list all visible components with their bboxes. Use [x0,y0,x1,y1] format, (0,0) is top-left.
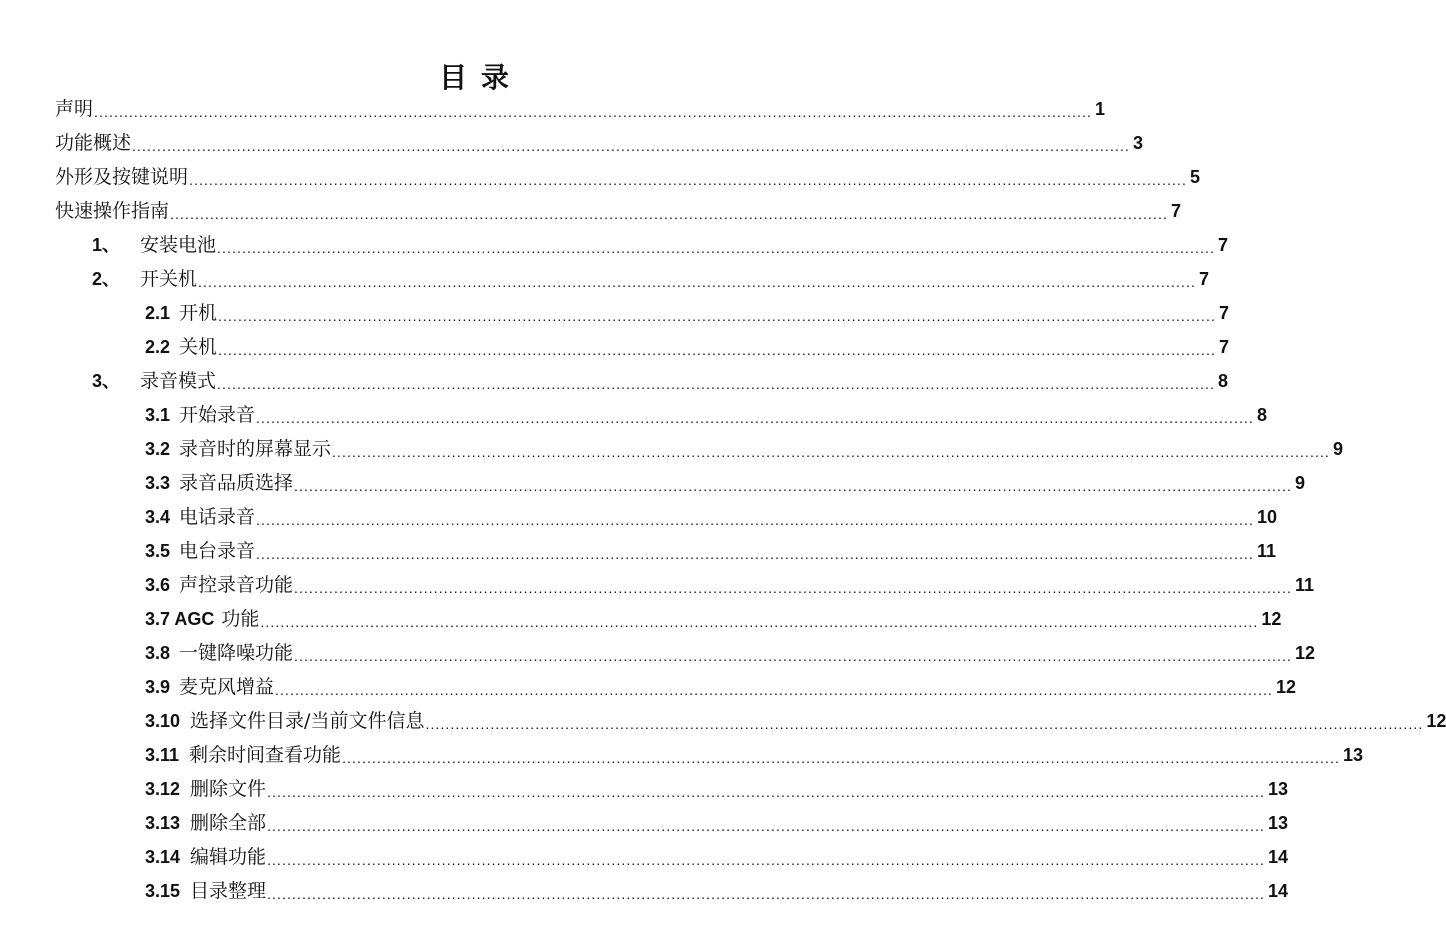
entry-number: 3.3 [145,473,171,493]
dot-leader: ........................................................................................................................................................................................................ [217,376,1215,392]
page-number: 14 [1268,847,1289,867]
toc-entry[interactable] [145,468,1305,499]
page-number: 1 [1094,99,1105,119]
entry-number: 3.7 AGC [145,609,215,629]
dot-leader: ........................................................................................................................................................................................................ [267,818,1265,834]
entry-title: 录音模式 [140,370,217,392]
entry-title: 选择文件目录/当前文件信息 [190,710,425,732]
entry-title: 电台录音 [179,540,256,562]
entry-title: 开机 [179,302,218,324]
entry-title: 麦克风增益 [179,676,275,698]
toc-entry[interactable] [145,298,1229,329]
page-number: 8 [1217,371,1228,391]
entry-number: 3.13 [145,813,181,833]
entry-number: 3.14 [145,847,181,867]
toc-entry[interactable] [145,706,1446,737]
entry-number: 3.6 [145,575,171,595]
dot-leader: ........................................................................................................................................................................................................ [342,750,1340,766]
dot-leader: ........................................................................................................................................................................................................ [267,886,1265,902]
dot-leader: ........................................................................................................................................................................................................ [132,138,1130,154]
dot-leader: ........................................................................................................................................................................................................ [218,308,1216,324]
dot-leader: ........................................................................................................................................................................................................ [294,580,1292,596]
entry-number: 3.11 [145,745,180,765]
dot-leader: ........................................................................................................................................................................................................ [217,240,1215,256]
page-number: 8 [1256,405,1267,425]
entry-number: 1、 [92,235,121,255]
page-number: 12 [1426,711,1446,731]
entry-number: 3.10 [145,711,181,731]
toc-entry[interactable] [145,740,1364,771]
entry-title: 目录整理 [190,880,267,902]
page-number: 11 [1294,575,1315,595]
entry-number: 3.8 [145,643,171,663]
entry-title: 删除全部 [190,812,267,834]
toc-entry[interactable] [55,128,1143,159]
toc-entry[interactable] [55,94,1105,125]
page-number: 13 [1268,779,1289,799]
dot-leader: ........................................................................................................................................................................................................ [425,716,1424,732]
entry-number: 3.15 [145,881,181,901]
page-number: 12 [1294,643,1316,663]
dot-leader: ........................................................................................................................................................................................................ [260,614,1259,630]
page-number: 7 [1218,303,1229,323]
toc-entry[interactable] [145,570,1315,601]
dot-leader: ........................................................................................................................................................................................................ [256,546,1254,562]
entry-number: 3.9 [145,677,171,697]
toc-entry[interactable] [92,264,1209,295]
dot-leader: ........................................................................................................................................................................................................ [218,342,1216,358]
entry-title: 快速操作指南 [55,200,170,222]
page-number: 14 [1268,881,1289,901]
page-title: 目 录 [439,61,511,94]
page-number: 11 [1256,541,1277,561]
dot-leader: ........................................................................................................................................................................................................ [256,410,1254,426]
dot-leader: ........................................................................................................................................................................................................ [294,478,1292,494]
dot-leader: ........................................................................................................................................................................................................ [189,172,1187,188]
dot-leader: ........................................................................................................................................................................................................ [267,784,1265,800]
entry-title: 录音时的屏幕显示 [179,438,332,460]
toc-entry[interactable] [92,230,1228,261]
entry-title: 一键降噪功能 [179,642,294,664]
toc-entry[interactable] [145,774,1289,805]
dot-leader: ........................................................................................................................................................................................................ [275,682,1273,698]
dot-leader: ........................................................................................................................................................................................................ [94,104,1092,120]
toc-entry[interactable] [145,604,1282,635]
entry-title: 功能概述 [55,132,132,154]
toc-entry[interactable] [92,366,1228,397]
page-number: 12 [1261,609,1282,629]
entry-number: 3.4 [145,507,171,527]
entry-title: 剩余时间查看功能 [189,744,342,766]
dot-leader: ........................................................................................................................................................................................................ [198,274,1196,290]
entry-title: 开始录音 [179,404,256,426]
entry-title: 安装电池 [140,234,217,256]
toc-entry[interactable] [145,400,1267,431]
entry-title: 声明 [55,98,94,120]
toc-entry[interactable] [55,162,1200,193]
page-number: 7 [1218,337,1229,357]
page-number: 13 [1268,813,1289,833]
page-number: 12 [1275,677,1297,697]
dot-leader: ........................................................................................................................................................................................................ [267,852,1265,868]
toc-entry[interactable] [145,434,1343,465]
toc-entry[interactable] [145,672,1297,703]
page-number: 7 [1170,201,1181,221]
dot-leader: ........................................................................................................................................................................................................ [256,512,1254,528]
dot-leader: ........................................................................................................................................................................................................ [332,444,1330,460]
page-number: 7 [1217,235,1228,255]
toc-entry[interactable] [55,196,1181,227]
page-number: 13 [1343,745,1364,765]
entry-title: 外形及按键说明 [55,166,189,188]
entry-title: 删除文件 [190,778,267,800]
entry-number: 3.12 [145,779,181,799]
entry-title: 声控录音功能 [179,574,294,596]
entry-number: 2.2 [145,337,171,357]
toc-entry[interactable] [145,502,1278,533]
page-number: 10 [1256,507,1278,527]
toc-entry[interactable] [145,638,1316,669]
page-number: 5 [1189,167,1200,187]
toc-entry[interactable] [145,332,1229,363]
entry-title: 关机 [179,336,218,358]
entry-number: 2、 [92,269,121,289]
entry-title: 电话录音 [179,506,256,528]
dot-leader: ........................................................................................................................................................................................................ [294,648,1292,664]
page-number: 3 [1132,133,1143,153]
entry-number: 3、 [92,371,121,391]
page-number: 7 [1198,269,1209,289]
toc-entry[interactable] [145,842,1289,873]
entry-title: 功能 [221,608,260,630]
entry-number: 3.2 [145,439,171,459]
entry-title: 录音品质选择 [179,472,294,494]
entry-number: 2.1 [145,303,171,323]
entry-title: 开关机 [140,268,198,290]
page-number: 9 [1332,439,1343,459]
toc-entry[interactable] [145,808,1289,839]
entry-title: 编辑功能 [190,846,267,868]
toc-entry[interactable] [145,536,1277,567]
page-number: 9 [1294,473,1305,493]
entry-number: 3.5 [145,541,171,561]
entry-number: 3.1 [145,405,171,425]
toc-entry[interactable] [145,876,1289,907]
dot-leader: ........................................................................................................................................................................................................ [170,206,1168,222]
